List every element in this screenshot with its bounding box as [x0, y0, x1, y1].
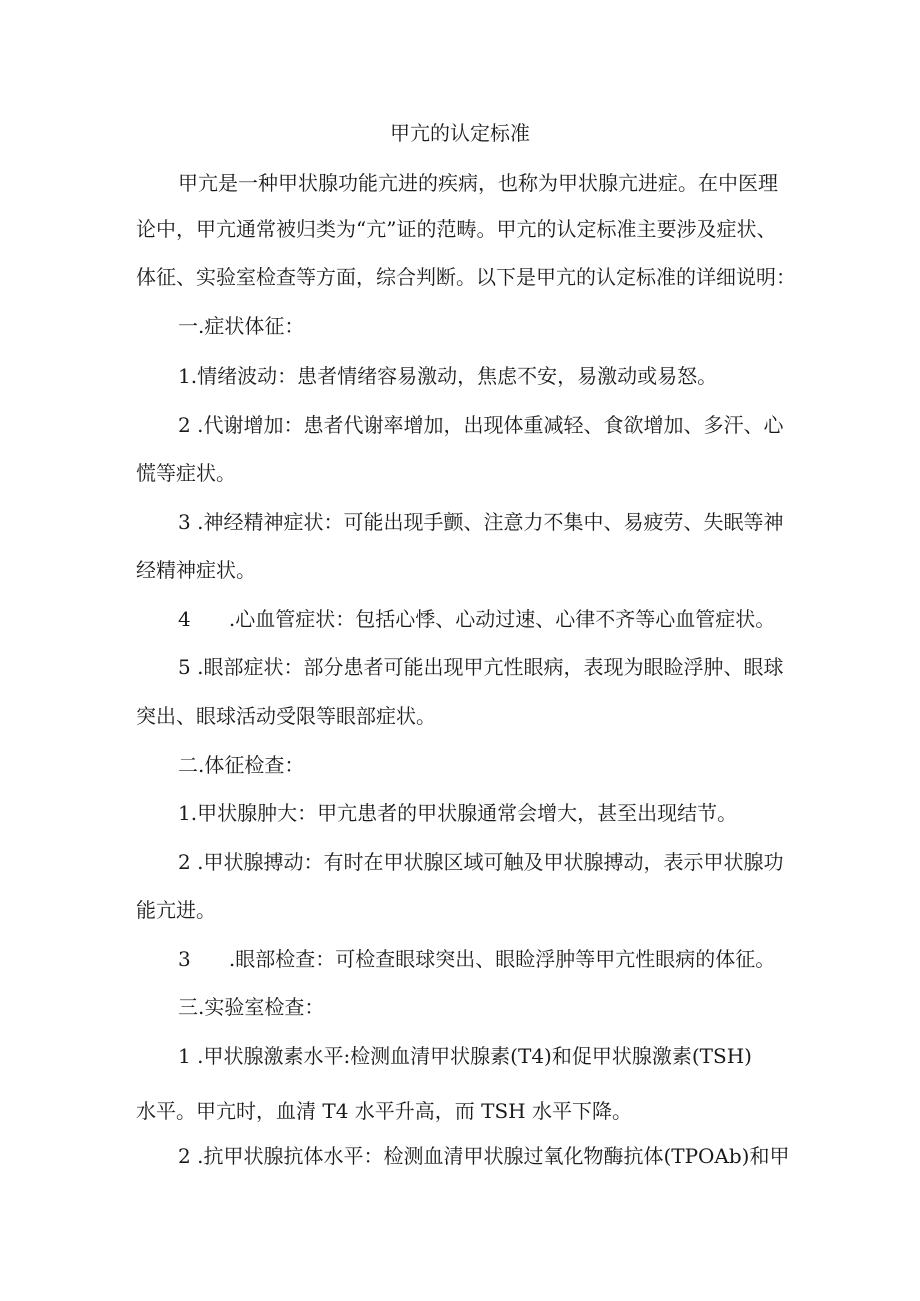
- list-item-continuation: 水平。甲亢时，血清 T4 水平升高，而 TSH 水平下降。: [136, 1099, 632, 1123]
- paragraph-line: 论中，甲亢通常被归类为“亢”证的范畴。甲亢的认定标准主要涉及症状、: [136, 217, 777, 241]
- list-item: 3 .眼部检查：可检查眼球突出、眼睑浮肿等甲亢性眼病的体征。: [178, 947, 776, 971]
- list-item-continuation: 突出、眼球活动受限等眼部症状。: [136, 704, 436, 728]
- document-title: 甲亢的认定标准: [390, 121, 530, 145]
- list-item: 1.甲状腺肿大：甲亢患者的甲状腺通常会增大，甚至出现结节。: [178, 801, 738, 825]
- list-item: 2 .代谢增加：患者代谢率增加，出现体重减轻、食欲增加、多汗、心: [178, 413, 784, 437]
- list-item: 2 .甲状腺搏动：有时在甲状腺区域可触及甲状腺搏动，表示甲状腺功: [178, 850, 784, 874]
- list-item-continuation: 能亢进。: [136, 898, 216, 922]
- section-heading: 一.症状体征：: [178, 314, 305, 338]
- list-item: 2 .抗甲状腺抗体水平：检测血清甲状腺过氧化物酶抗体(TPOAb)和甲: [178, 1144, 790, 1168]
- list-item: 1 .甲状腺激素水平:检测血清甲状腺素(T4)和促甲状腺激素(TSH): [178, 1044, 752, 1068]
- section-heading: 二.体征检查：: [178, 753, 305, 777]
- paragraph-line: 体征、实验室检查等方面，综合判断。以下是甲亢的认定标准的详细说明：: [136, 265, 796, 289]
- list-item: 3 .神经精神症状：可能出现手颤、注意力不集中、易疲劳、失眠等神: [178, 510, 784, 534]
- list-item-continuation: 经精神症状。: [136, 558, 256, 582]
- list-item: 5 .眼部症状：部分患者可能出现甲亢性眼病，表现为眼睑浮肿、眼球: [178, 655, 784, 679]
- list-item: 4 .心血管症状：包括心悸、心动过速、心律不齐等心血管症状。: [178, 607, 776, 631]
- paragraph-line: 甲亢是一种甲状腺功能亢进的疾病，也称为甲状腺亢进症。在中医理: [178, 171, 778, 195]
- list-item-continuation: 慌等症状。: [136, 461, 236, 485]
- list-item: 1.情绪波动：患者情绪容易激动，焦虑不安，易激动或易怒。: [178, 364, 718, 388]
- section-heading: 三.实验室检查：: [178, 995, 325, 1019]
